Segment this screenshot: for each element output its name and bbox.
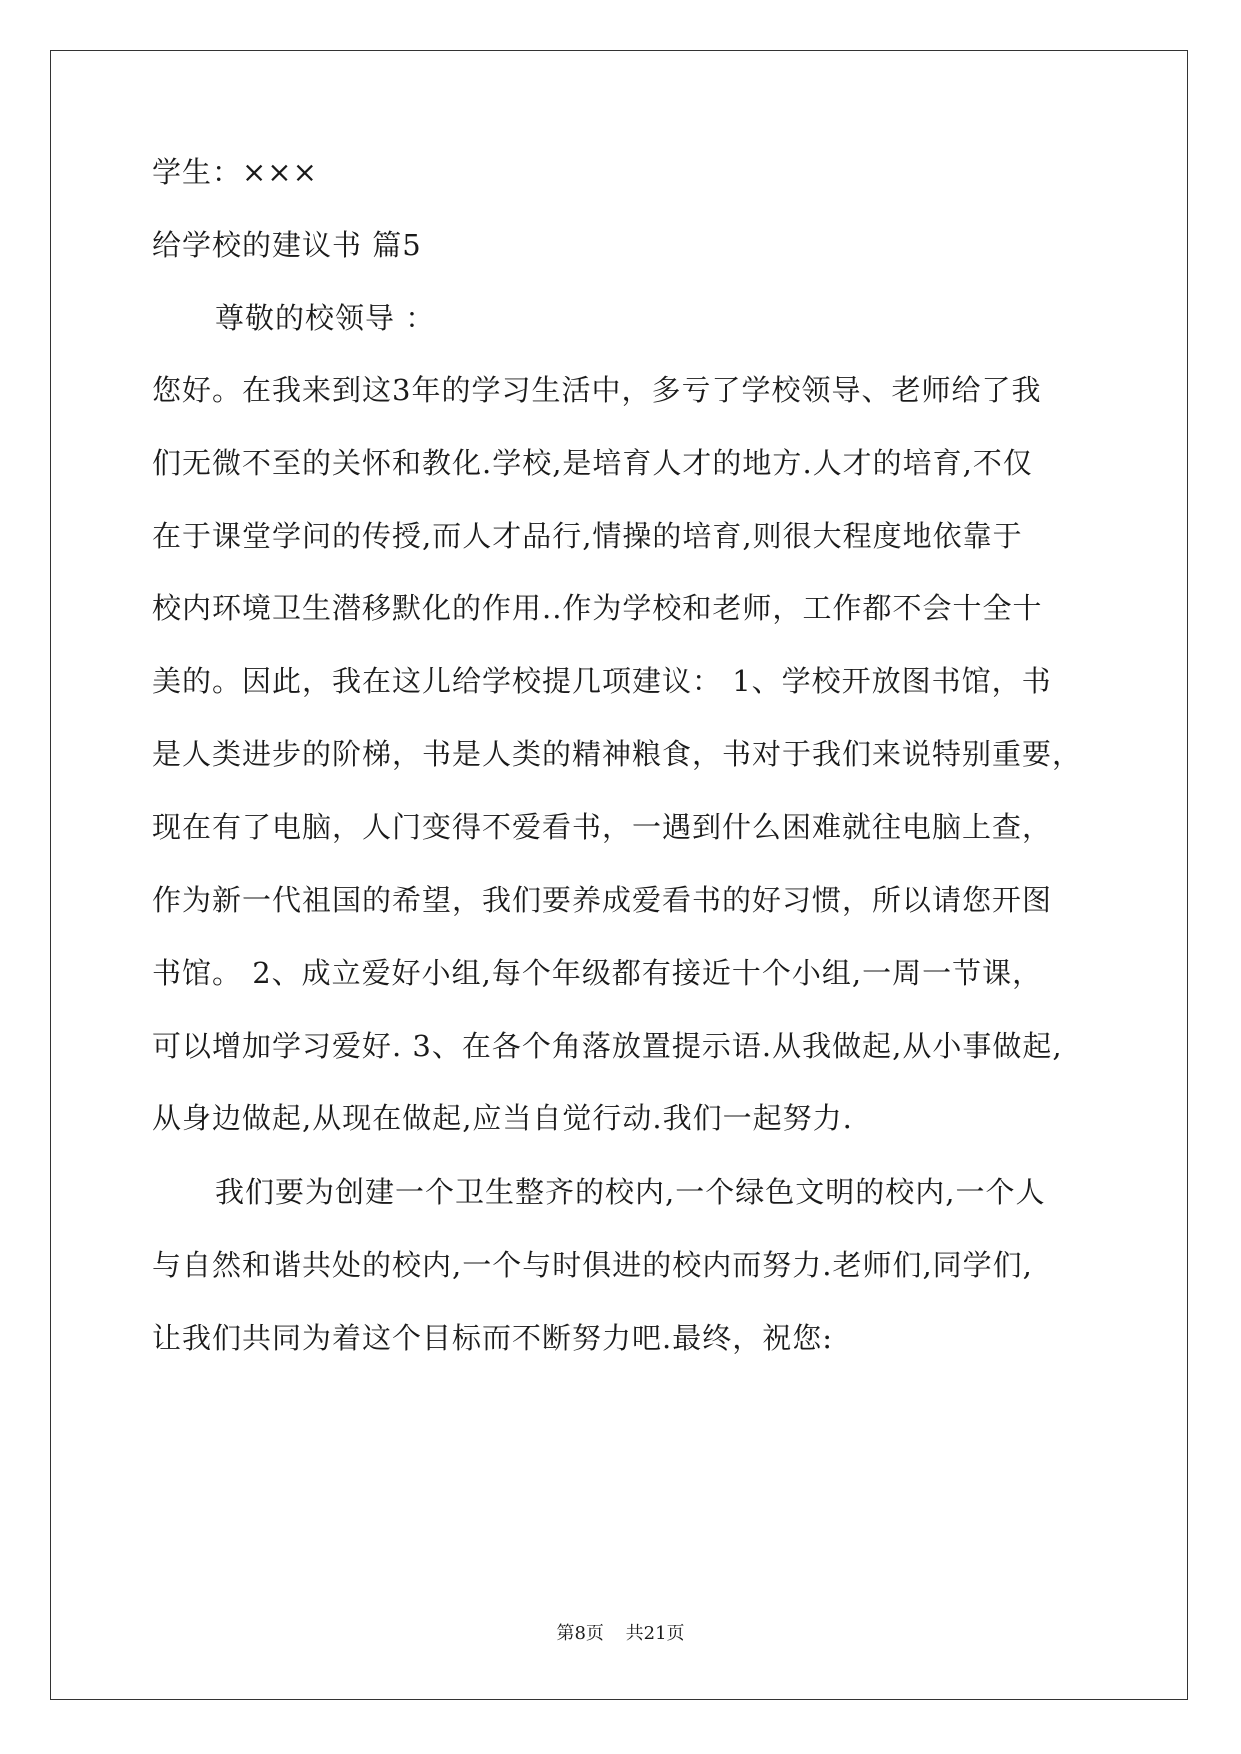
- paragraph-line: 美的。因此，我在这儿给学校提几项建议： 1、学校开放图书馆，书: [152, 664, 1052, 698]
- salutation: 尊敬的校领导 ：: [215, 301, 436, 335]
- student-line: 学生：×××: [152, 155, 318, 189]
- section-title: 给学校的建议书 篇5: [152, 228, 422, 262]
- page-footer: [0, 1622, 1241, 1646]
- paragraph-line: 现在有了电脑，人门变得不爱看书，一遇到什么困难就往电脑上查，: [152, 810, 1053, 844]
- total-pages: 共21页: [625, 1623, 685, 1644]
- paragraph-line: 与自然和谐共处的校内,一个与时俱进的校内而努力.老师们,同学们,: [152, 1248, 1033, 1282]
- paragraph-line: 们无微不至的关怀和教化.学校,是培育人才的地方.人才的培育,不仅: [152, 446, 1033, 480]
- paragraph-line: 可以增加学习爱好. 3、在各个角落放置提示语.从我做起,从小事做起,: [152, 1029, 1063, 1063]
- paragraph-line: 书馆。 2、成立爱好小组,每个年级都有接近十个小组,一周一节课，: [152, 956, 1043, 990]
- paragraph-line: 是人类进步的阶梯，书是人类的精神粮食，书对于我们来说特别重要，: [152, 737, 1083, 771]
- paragraph-line: 作为新一代祖国的希望，我们要养成爱看书的好习惯，所以请您开图: [152, 883, 1053, 917]
- current-page: 第8页: [556, 1623, 604, 1644]
- paragraph-line: 我们要为创建一个卫生整齐的校内,一个绿色文明的校内,一个人: [215, 1175, 1046, 1209]
- paragraph-line: 您好。在我来到这3年的学习生活中，多亏了学校领导、老师给了我: [152, 373, 1042, 407]
- paragraph-line: 校内环境卫生潜移默化的作用..作为学校和老师，工作都不会十全十: [152, 591, 1043, 625]
- paragraph-line: 在于课堂学问的传授,而人才品行,情操的培育,则很大程度地依靠于: [152, 519, 1023, 553]
- paragraph-line: 从身边做起,从现在做起,应当自觉行动.我们一起努力.: [152, 1101, 853, 1135]
- paragraph-line: 让我们共同为着这个目标而不断努力吧.最终，祝您:: [152, 1321, 833, 1355]
